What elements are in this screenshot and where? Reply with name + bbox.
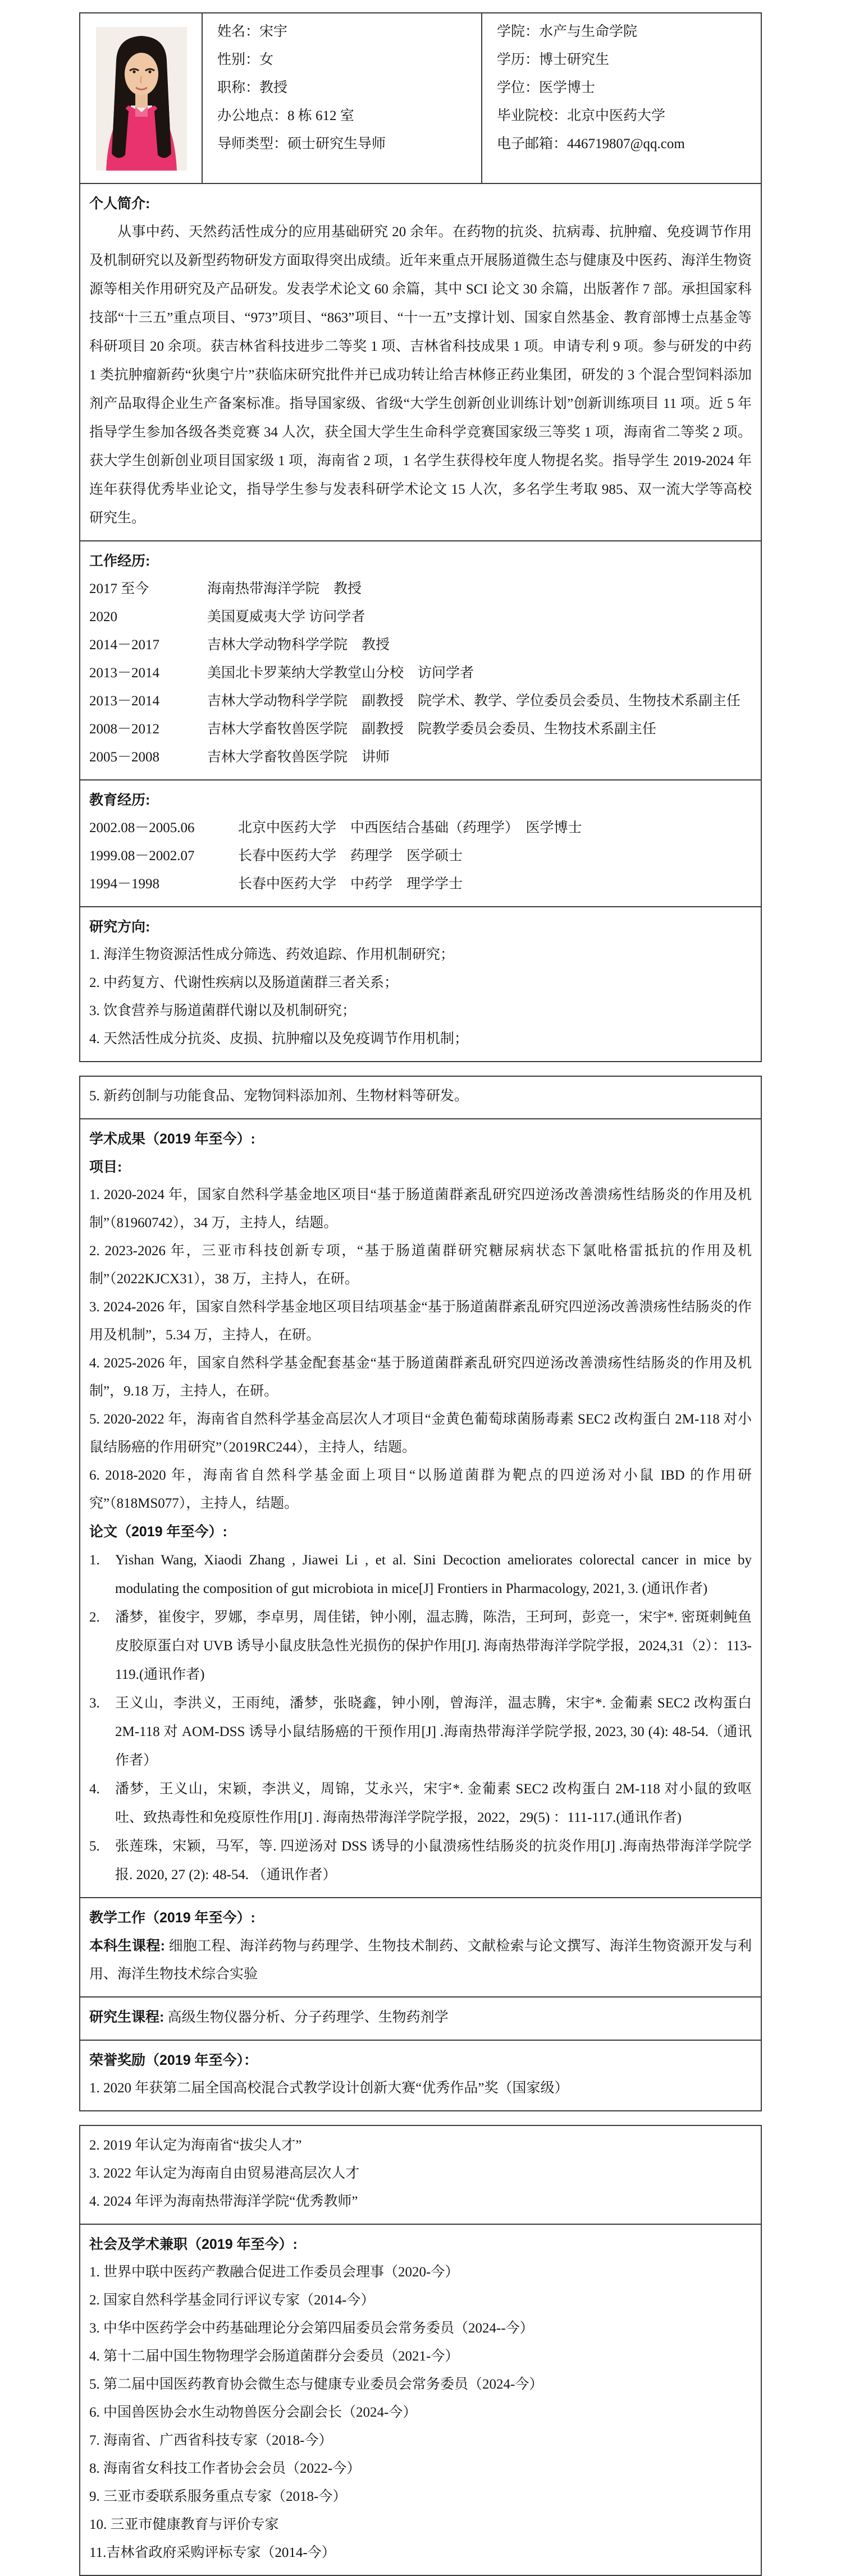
membership-item: 3. 中华中医药学会中药基础理论分会第四届委员会常务委员（2024--今） bbox=[89, 2321, 534, 2336]
paper-text: 张莲珠，宋颖，马军，等. 四逆汤对 DSS 诱导的小鼠溃疡性结肠炎的抗炎作用[J] .海南热带海洋学院学报. 2020, 27 (2): 48-54. （通讯作者） bbox=[115, 1839, 752, 1882]
honors-continued-row bbox=[80, 2126, 761, 2224]
history-detail: 长春中医药大学 药理学 医学硕士 bbox=[238, 848, 463, 864]
research-direction-item: 2. 中药复方、代谢性疾病以及肠道菌群三者关系； bbox=[89, 975, 399, 990]
project-item: 3. 2024-2026 年，国家自然科学基金地区项目结项基金“基于肠道菌群紊乱研究四逆汤改善溃疡性结肠炎的作用及机制”，5.34 万，主持人，在研。 bbox=[89, 1300, 752, 1343]
paper-item bbox=[89, 1775, 752, 1832]
project-item: 1. 2020-2024 年，国家自然科学基金地区项目“基于肠道菌群紊乱研究四逆汤改善溃疡性结肠炎的作用及机制”（81960742），34 万，主持人，结题。 bbox=[89, 1187, 752, 1230]
history-detail: 海南热带海洋学院 教授 bbox=[207, 581, 362, 596]
identity-field: 学位：医学博士 bbox=[497, 80, 596, 95]
research-direction-item: 4. 天然活性成分抗炎、皮损、抗肿瘤以及免疫调节作用机制； bbox=[89, 1031, 469, 1046]
portrait-photo-art bbox=[96, 27, 187, 171]
membership-item: 11.吉林省政府采购评标专家（2014-今） bbox=[89, 2545, 336, 2560]
section-memberships bbox=[80, 2224, 761, 2575]
project-item: 5. 2020-2022 年，海南省自然科学基金高层次人才项目“金黄色葡萄球菌肠毒素 SEC2 改构蛋白 2M-118 对小鼠结肠癌的作用研究”（2019RC244），主持人，结题。 bbox=[89, 1412, 752, 1455]
membership-item: 9. 三亚市委联系服务重点专家（2018-今） bbox=[89, 2489, 347, 2504]
history-period: 2005－2008 bbox=[89, 750, 160, 765]
paper-number: 2. bbox=[89, 1610, 100, 1625]
section-intro bbox=[80, 183, 761, 540]
project-item: 2. 2023-2026 年，三亚市科技创新专项，“基于肠道菌群研究糖尿病状态下氯吡格雷抵抗的作用及机制”（2022KJCX31），38 万，主持人，在研。 bbox=[89, 1243, 752, 1287]
paper-item bbox=[89, 1689, 752, 1775]
history-period: 1999.08－2002.07 bbox=[89, 848, 195, 864]
section-teaching bbox=[80, 1897, 761, 1996]
history-period: 2013－2014 bbox=[89, 694, 160, 709]
membership-list bbox=[89, 2258, 752, 2567]
history-row bbox=[89, 631, 752, 659]
research-direction-item-5-row bbox=[80, 1077, 761, 1118]
history-period: 2020 bbox=[89, 609, 117, 625]
history-period: 2017 至今 bbox=[89, 581, 149, 596]
education-list bbox=[89, 814, 752, 898]
section-teaching-title: 教学工作（2019 年至今）: bbox=[89, 1910, 255, 1926]
paper-list bbox=[89, 1546, 752, 1889]
section-work-history bbox=[80, 540, 761, 779]
project-item: 4. 2025-2026 年，国家自然科学基金配套基金“基于肠道菌群紊乱研究四逆汤改善溃疡性结肠炎的作用及机制”，9.18 万，主持人，在研。 bbox=[89, 1356, 752, 1399]
research-direction-item: 5. 新药创制与功能食品、宠物饲料添加剂、生物材料等研发。 bbox=[89, 1089, 469, 1104]
section-work-title: 工作经历: bbox=[89, 553, 150, 569]
paper-number: 4. bbox=[89, 1781, 100, 1797]
history-detail: 吉林大学动物科学学院 副教授 院学术、教学、学位委员会委员、生物技术系副主任 bbox=[207, 694, 741, 709]
history-period: 2014－2017 bbox=[89, 637, 160, 653]
paper-number: 5. bbox=[89, 1839, 100, 1854]
identity-field: 毕业院校：北京中医药大学 bbox=[497, 108, 666, 123]
honor-item: 2. 2019 年认定为海南省“拔尖人才” bbox=[89, 2138, 302, 2153]
identity-field: 职称：教授 bbox=[217, 80, 288, 95]
history-detail: 北京中医药大学 中西医结合基础（药理学） 医学博士 bbox=[238, 820, 582, 835]
honor-item: 4. 2024 年评为海南热带海洋学院“优秀教师” bbox=[89, 2194, 358, 2209]
history-detail: 美国夏威夷大学 访问学者 bbox=[207, 609, 365, 625]
identity-field: 学院：水产与生命学院 bbox=[497, 24, 638, 39]
section-research-title: 研究方向: bbox=[89, 919, 150, 935]
papers-subtitle: 论文（2019 年至今）: bbox=[89, 1524, 227, 1540]
history-row bbox=[89, 575, 752, 603]
history-row bbox=[89, 659, 752, 687]
history-row bbox=[89, 715, 752, 743]
paper-text: Yishan Wang, Xiaodi Zhang , Jiawei Li , et al. Sini Decoction ameliorates colorectal cancer in mice by modulating the composition of gut microbiota in mice[J] Frontiers in Pharmacology, 2021, 3. (通讯作者) bbox=[115, 1553, 752, 1596]
project-item: 6. 2018-2020 年，海南省自然科学基金面上项目“以肠道菌群为靶点的四逆汤对小鼠 IBD 的作用研究”（818MS077），主持人，结题。 bbox=[89, 1468, 752, 1511]
identity-field: 学历：博士研究生 bbox=[497, 52, 610, 67]
section-intro-title: 个人简介: bbox=[89, 196, 150, 212]
paper-item bbox=[89, 1603, 752, 1689]
history-row bbox=[89, 870, 752, 898]
paper-item bbox=[89, 1546, 752, 1603]
paper-text: 王义山，李洪义，王雨纯，潘梦，张晓鑫，钟小刚，曾海洋，温志腾，宋宇*. 金葡素 SEC2 改构蛋白 2M-118 对 AOM-DSS 诱导小鼠结肠癌的干预作用[J] .海南热带海洋学院学报, 2023, 30 (4): 48-54.（通讯作者） bbox=[115, 1696, 752, 1768]
history-detail: 吉林大学畜牧兽医学院 讲师 bbox=[207, 750, 390, 765]
section-education bbox=[80, 779, 761, 906]
section-achievements bbox=[80, 1118, 761, 1897]
faculty-profile-page bbox=[0, 12, 841, 2576]
history-row bbox=[89, 687, 752, 715]
history-row bbox=[89, 603, 752, 631]
intro-paragraph: 从事中药、天然药活性成分的应用基础研究 20 余年。在药物的抗炎、抗病毒、抗肿瘤、免疫调节作用及机制研究以及新型药物研发方面取得突出成绩。近年来重点开展肠道微生态与健康及中医药、海洋生物资源等相关作用研究及产品研发。发表学术论文 60 余篇，其中 SCI 论文 30 余篇，出版著作 7 部。承担国家科技部“十三五”重点项目、“973”项目、“863”项目、“十一五”支撑计划、国家自然基金、教育部博士点基金等科研项目 20 余项。获吉林省科技进步二等奖 1 项、吉林省科技成果 1 项。申请专利 9 项。参与研发的中药 1 类抗肿瘤新药“狄奥宁片”获临床研究批件并已成功转让给吉林修正药业集团，研发的 3 个混合型饲料添加剂产品取得企业生产备案标准。指导国家级、省级“大学生创新创业训练计划”创新训练项目 11 项。近 5 年指导学生参加各级各类竞赛 34 人次，获全国大学生生命科学竞赛国家级三等奖 1 项，海南省二等奖 2 项。获大学生创新创业项目国家级 1 项，海南省 2 项，1 名学生获得校年度人物提名奖。指导学生 2019-2024 年连年获得优秀毕业论文，指导学生参与发表科研学术论文 15 人次，多名学生考取 985、双一流大学等高校研究生。 bbox=[89, 224, 752, 526]
history-detail: 吉林大学畜牧兽医学院 副教授 院教学委员会委员、生物技术系副主任 bbox=[207, 722, 657, 737]
research-direction-item: 3. 饮食营养与肠道菌群代谢以及机制研究； bbox=[89, 1003, 356, 1018]
history-period: 2008－2012 bbox=[89, 722, 160, 737]
history-detail: 长春中医药大学 中药学 理学学士 bbox=[238, 876, 463, 892]
grad-courses-row bbox=[80, 1996, 761, 2040]
history-detail: 吉林大学动物科学学院 教授 bbox=[207, 637, 390, 653]
history-detail: 美国北卡罗莱纳大学教堂山分校 访问学者 bbox=[207, 665, 474, 681]
undergrad-courses-text: 细胞工程、海洋药物与药理学、生物技术制药、文献检索与论文撰写、海洋生物资源开发与利用、海洋生物技术综合实验 bbox=[89, 1939, 752, 1982]
honor-item: 1. 2020 年获第二届全国高校混合式教学设计创新大赛“优秀作品”奖（国家级） bbox=[89, 2081, 569, 2096]
membership-item: 2. 国家自然科学基金同行评议专家（2014-今） bbox=[89, 2293, 375, 2308]
portrait-photo bbox=[96, 27, 187, 171]
research-direction-item: 1. 海洋生物资源活性成分筛选、药效追踪、作用机制研究； bbox=[89, 947, 455, 962]
history-row bbox=[89, 743, 752, 772]
history-period: 2002.08－2005.06 bbox=[89, 820, 195, 835]
grad-courses-line bbox=[89, 2003, 752, 2032]
section-education-title: 教育经历: bbox=[89, 792, 150, 808]
section-research-directions bbox=[80, 906, 761, 1061]
membership-item: 10. 三亚市健康教育与评价专家 bbox=[89, 2517, 279, 2532]
section-memberships-title: 社会及学术兼职（2019 年至今）: bbox=[89, 2237, 298, 2252]
paper-text: 潘梦，崔俊宇，罗娜，李卓男，周佳锘，钟小刚，温志腾，陈浩，王珂珂，彭竞一，宋宇*. 密斑刺鲀鱼皮胶原蛋白对 UVB 诱导小鼠皮肤急性光损伤的保护作用[J]. 海南热带海洋学院学报，2024,31（2）：113-119.(通讯作者) bbox=[115, 1610, 752, 1682]
paper-number: 1. bbox=[89, 1553, 100, 1568]
grad-courses-text: 高级生物仪器分析、分子药理学、生物药剂学 bbox=[167, 2010, 449, 2025]
identity-field: 导师类型：硕士研究生导师 bbox=[217, 136, 386, 151]
membership-item: 4. 第十二届中国生物物理学会肠道菌群分会委员（2021-今） bbox=[89, 2349, 459, 2364]
history-period: 1994－1998 bbox=[89, 876, 160, 892]
honor-item: 3. 2022 年认定为海南自由贸易港高层次人才 bbox=[89, 2166, 360, 2181]
profile-table-block-3 bbox=[79, 2125, 762, 2576]
undergrad-courses-label: 本科生课程: bbox=[89, 1938, 166, 1954]
projects-subtitle: 项目: bbox=[89, 1159, 122, 1175]
paper-text: 潘梦，王义山，宋颖，李洪义，周锦，艾永兴，宋宇*. 金葡素 SEC2 改构蛋白 2M-118 对小鼠的致呕吐、致热毒性和免疫原性作用[J] . 海南热带海洋学院学报，2022，29(5) ：111-117.(通讯作者) bbox=[115, 1781, 752, 1825]
profile-table-block-2 bbox=[79, 1076, 762, 2111]
research-direction-list bbox=[89, 941, 752, 1053]
membership-item: 5. 第二届中国医药教育协会微生态与健康专业委员会常务委员（2024-今） bbox=[89, 2377, 543, 2392]
identity-fields-right bbox=[481, 13, 761, 183]
paper-item bbox=[89, 1832, 752, 1889]
identity-row bbox=[80, 13, 761, 183]
membership-item: 6. 中国兽医协会水生动物兽医分会副会长（2024-今） bbox=[89, 2405, 417, 2420]
identity-field: 姓名：宋宇 bbox=[217, 24, 288, 39]
grad-courses-label: 研究生课程: bbox=[89, 2009, 164, 2025]
photo-cell bbox=[80, 13, 202, 183]
section-achievements-title: 学术成果（2019 年至今）: bbox=[89, 1131, 255, 1147]
identity-fields-left bbox=[202, 13, 481, 183]
paper-number: 3. bbox=[89, 1696, 100, 1711]
section-honors-title: 荣誉奖励（2019 年至今）： bbox=[89, 2052, 258, 2068]
identity-field: 办公地点：8 栋 612 室 bbox=[217, 108, 354, 123]
membership-item: 7. 海南省、广西省科技专家（2018-今） bbox=[89, 2433, 333, 2448]
project-list bbox=[89, 1181, 752, 1518]
work-history-list bbox=[89, 575, 752, 772]
profile-table-block-1 bbox=[79, 12, 762, 1062]
history-row bbox=[89, 842, 752, 870]
identity-field: 电子邮箱：446719807@qq.com bbox=[497, 136, 685, 151]
membership-item: 8. 海南省女科技工作者协会会员（2022-今） bbox=[89, 2461, 361, 2476]
section-honors bbox=[80, 2040, 761, 2110]
history-period: 2013－2014 bbox=[89, 665, 160, 681]
undergrad-courses-line bbox=[89, 1932, 752, 1989]
membership-item: 1. 世界中联中医药产教融合促进工作委员会理事（2020-今） bbox=[89, 2265, 459, 2280]
identity-field: 性别：女 bbox=[217, 52, 274, 67]
history-row bbox=[89, 814, 752, 842]
